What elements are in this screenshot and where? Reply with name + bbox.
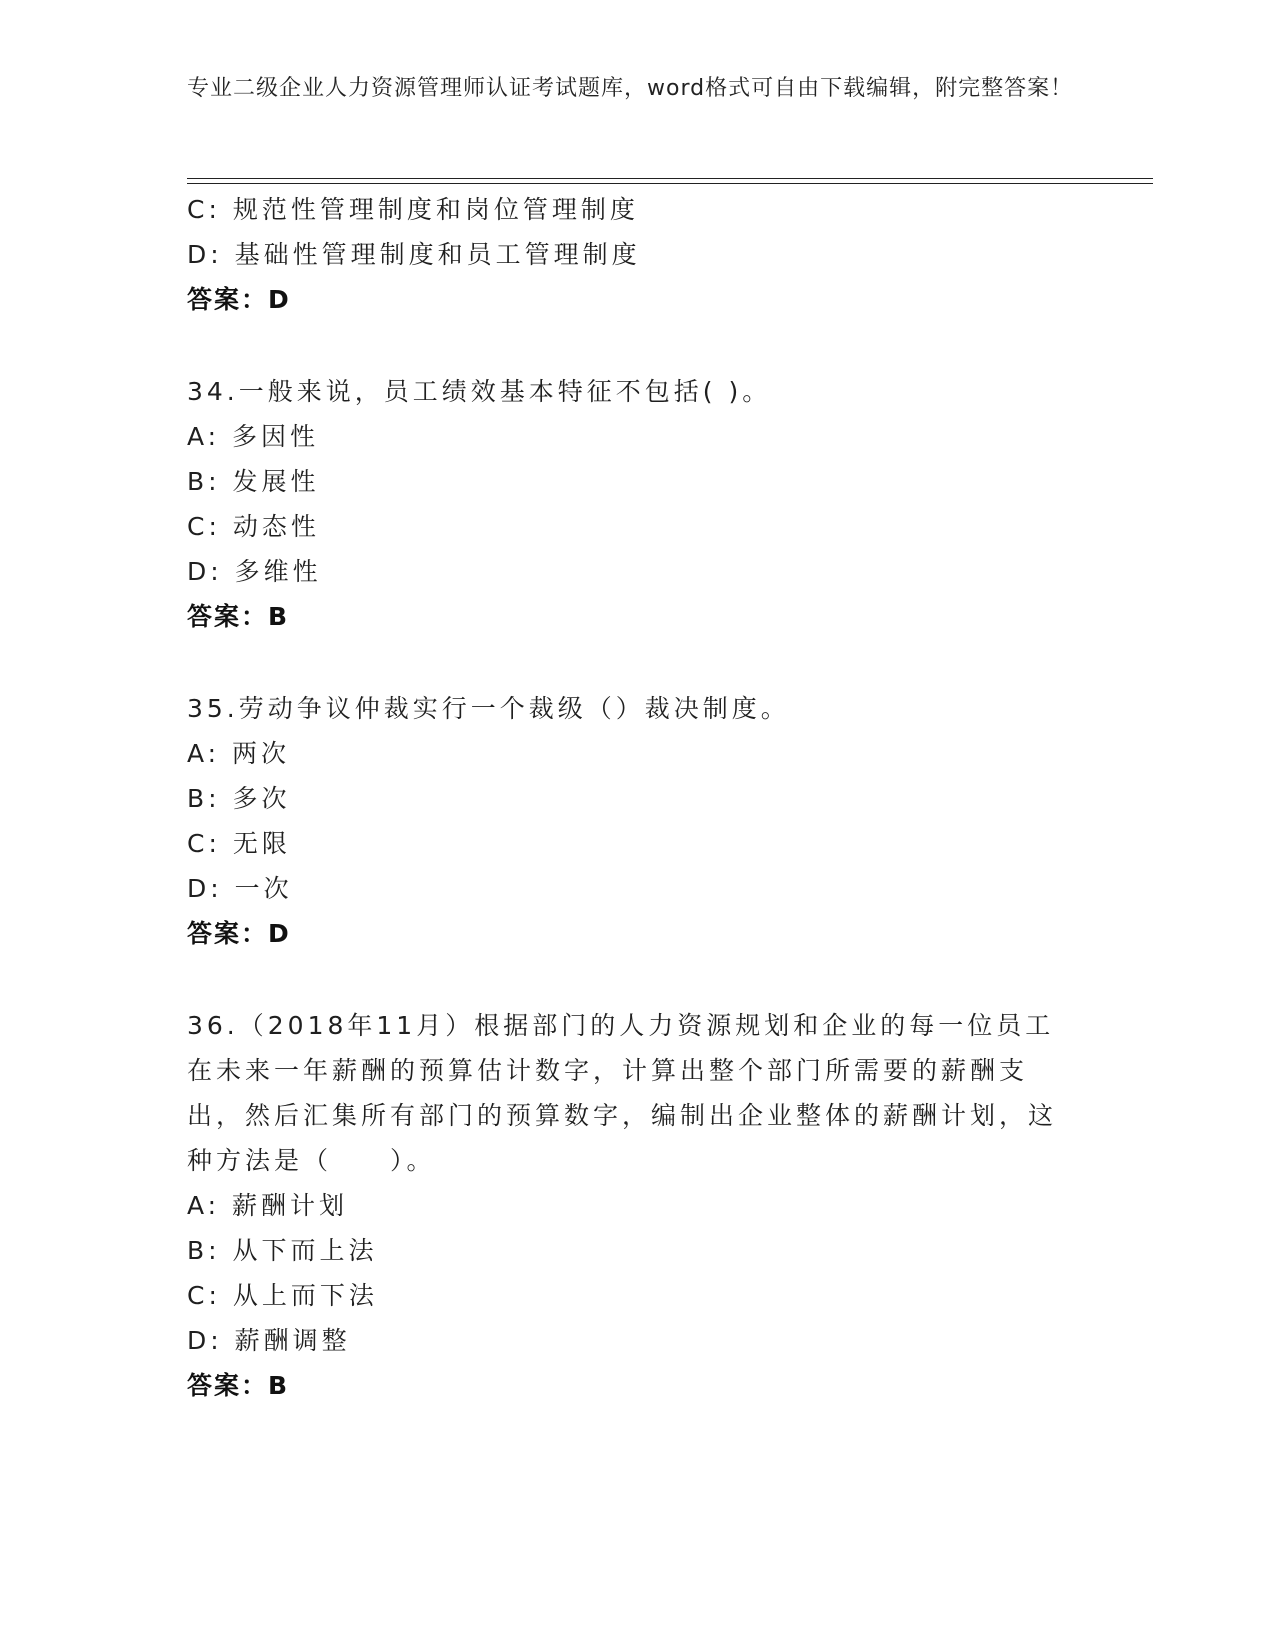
option-a: A: 薪酬计划 — [187, 1191, 349, 1220]
option-c: C: 规范性管理制度和岗位管理制度 — [187, 195, 639, 224]
option-d: D: 多维性 — [187, 557, 322, 586]
option-c: C: 无限 — [187, 829, 291, 858]
option-c: C: 从上而下法 — [187, 1281, 378, 1310]
option-b: B: 从下而上法 — [187, 1236, 378, 1265]
question-stem: 36.（2018年11月）根据部门的人力资源规划和企业的每一位员工在未来一年薪酬的预算估计数字，计算出整个部门所需要的薪酬支出，然后汇集所有部门的预算数字，编制出企业整体的薪酬计划，这种方法是（ ）。 — [187, 1011, 1058, 1175]
header-divider-top — [187, 178, 1153, 179]
question-stem: 34.一般来说，员工绩效基本特征不包括( )。 — [187, 377, 772, 406]
answer: 答案：B — [187, 1371, 290, 1400]
header-divider-bottom — [187, 183, 1153, 184]
answer: 答案：B — [187, 602, 290, 631]
question-33-continued — [187, 187, 1107, 322]
answer: 答案：D — [187, 285, 291, 314]
option-c: C: 动态性 — [187, 512, 320, 541]
option-d: D: 一次 — [187, 874, 293, 903]
option-d: D: 薪酬调整 — [187, 1326, 351, 1355]
question-stem: 35.劳动争议仲裁实行一个裁级（）裁决制度。 — [187, 694, 790, 723]
option-b: B: 发展性 — [187, 467, 320, 496]
option-a: A: 多因性 — [187, 422, 320, 451]
option-a: A: 两次 — [187, 739, 291, 768]
question-35 — [187, 686, 1107, 956]
document-header: 专业二级企业人力资源管理师认证考试题库，word格式可自由下载编辑，附完整答案！ — [187, 76, 1074, 101]
option-d: D: 基础性管理制度和员工管理制度 — [187, 240, 641, 269]
question-36 — [187, 1003, 1107, 1408]
question-list — [187, 187, 1107, 1408]
answer: 答案：D — [187, 919, 291, 948]
question-34 — [187, 369, 1107, 639]
option-b: B: 多次 — [187, 784, 291, 813]
